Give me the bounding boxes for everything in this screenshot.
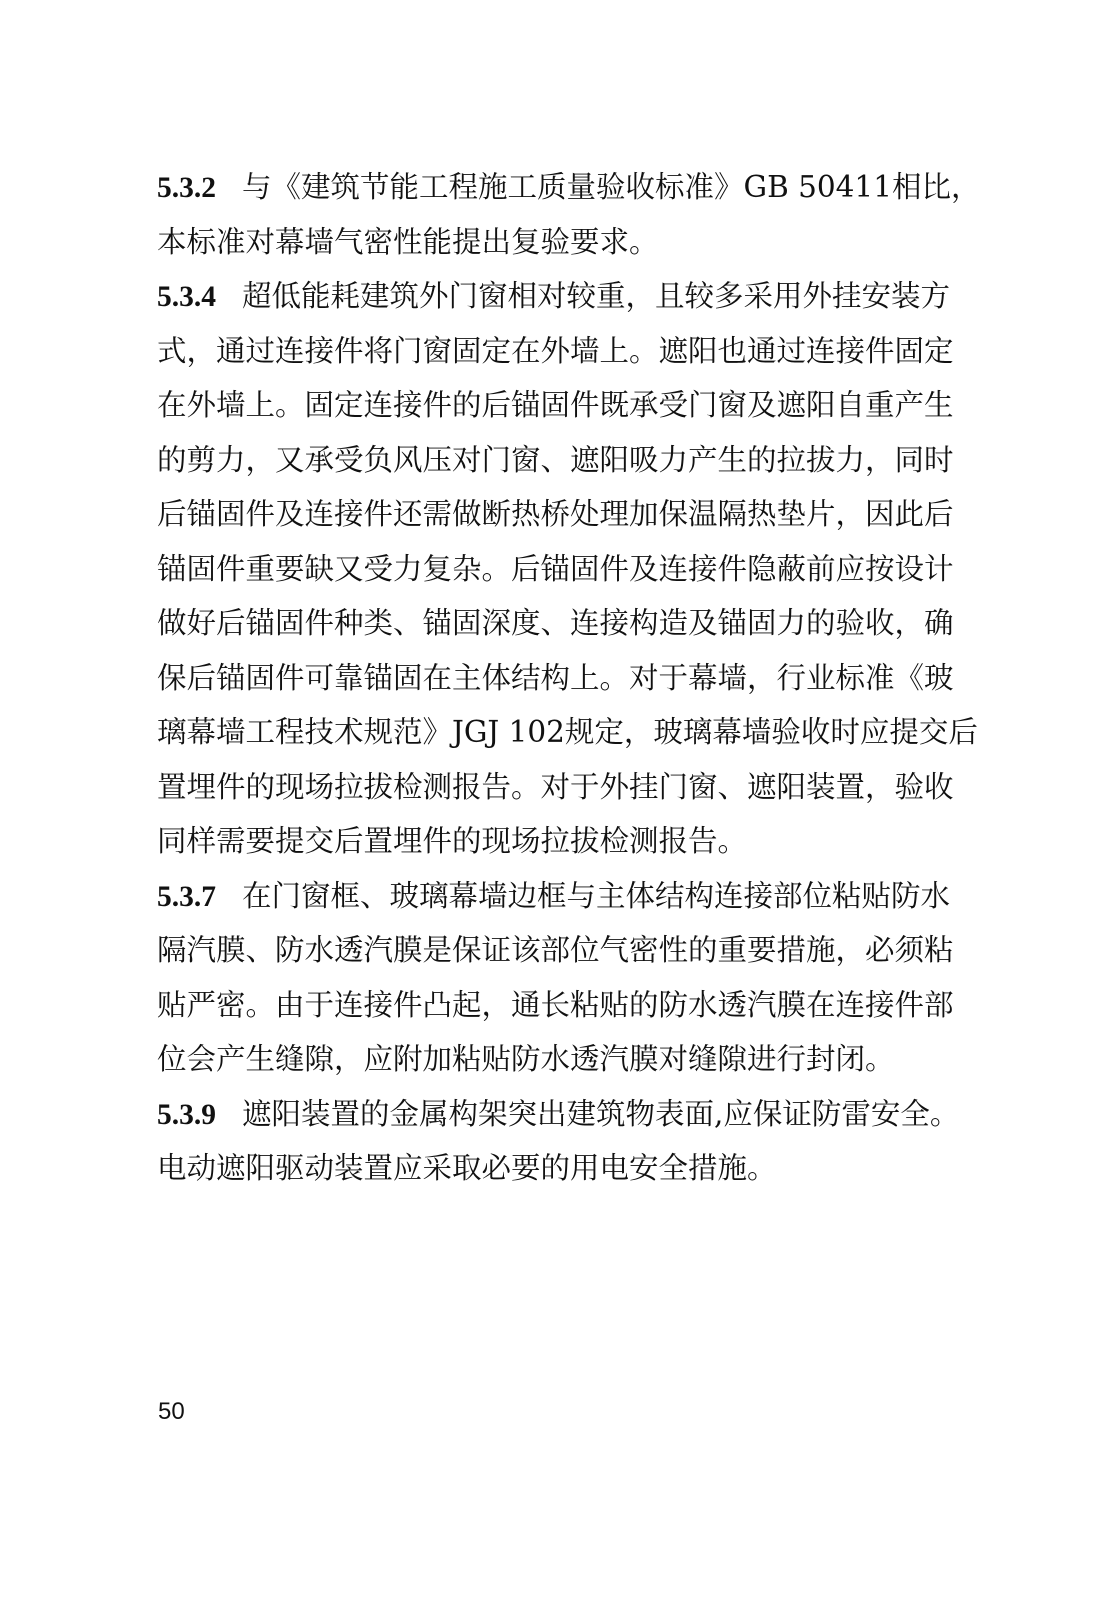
paragraph-line <box>157 160 981 215</box>
paragraph-line: 在外墙上。固定连接件的后锚固件既承受门窗及遮阳自重产生 <box>157 388 954 422</box>
clause-number: 5.3.2 <box>157 172 216 204</box>
clause-number: 5.3.7 <box>157 880 216 913</box>
paragraph-line: 锚固件重要缺又受力复杂。后锚固件及连接件隐蔽前应按设计 <box>157 551 954 586</box>
paragraph-line: 保后锚固件可靠锚固在主体结构上。对于幕墙，行业标准《玻 <box>157 660 954 695</box>
paragraph-line <box>157 869 951 924</box>
text-run: 与《建筑节能工程施工质量验收标准》GB 50411相比， <box>242 170 981 204</box>
paragraph-line <box>157 215 932 270</box>
page-number: 50 <box>158 1398 185 1425</box>
paragraph-line: 做好后锚固件种类、锚固深度、连接构造及锚固力的验收，确 <box>157 606 954 640</box>
text-run: 本标准对幕墙气密性能提出复验要求。 <box>157 224 659 259</box>
paragraph-line <box>157 269 951 324</box>
text-run: 遮阳装置的金属构架突出建筑物表面,应保证防雷安全。 <box>242 1096 960 1131</box>
clause-number: 5.3.9 <box>157 1098 216 1131</box>
text-run: 超低能耗建筑外门窗相对较重，且较多采用外挂安装方 <box>242 279 951 313</box>
paragraph-line: 贴严密。由于连接件凸起，通长粘贴的防水透汽膜在连接件部 <box>157 987 954 1022</box>
paragraph-line <box>157 1087 960 1142</box>
body-text <box>157 160 981 1196</box>
paragraph-line: 位会产生缝隙，应附加粘贴防水透汽膜对缝隙进行封闭。 <box>157 1042 895 1076</box>
paragraph-line: 隔汽膜、防水透汽膜是保证该部位气密性的重要措施，必须粘 <box>157 933 954 967</box>
paragraph-line: 置埋件的现场拉拔检测报告。对于外挂门窗、遮阳装置，验收 <box>157 769 954 804</box>
paragraph-line: 电动遮阳驱动装置应采取必要的用电安全措施。 <box>157 1151 777 1185</box>
clause-number: 5.3.4 <box>157 281 216 313</box>
text-run: 在门窗框、玻璃幕墙边框与主体结构连接部位粘贴防水 <box>242 878 951 913</box>
paragraph-line: 的剪力，又承受负风压对门窗、遮阳吸力产生的拉拔力，同时 <box>157 442 954 477</box>
paragraph-line: 同样需要提交后置埋件的现场拉拔检测报告。 <box>157 824 748 858</box>
paragraph-line: 后锚固件及连接件还需做断热桥处理加保温隔热垫片，因此后 <box>157 497 954 531</box>
paragraph-line: 式，通过连接件将门窗固定在外墙上。遮阳也通过连接件固定 <box>157 333 954 368</box>
paragraph-line: 璃幕墙工程技术规范》JGJ 102规定，玻璃幕墙验收时应提交后 <box>157 715 978 749</box>
